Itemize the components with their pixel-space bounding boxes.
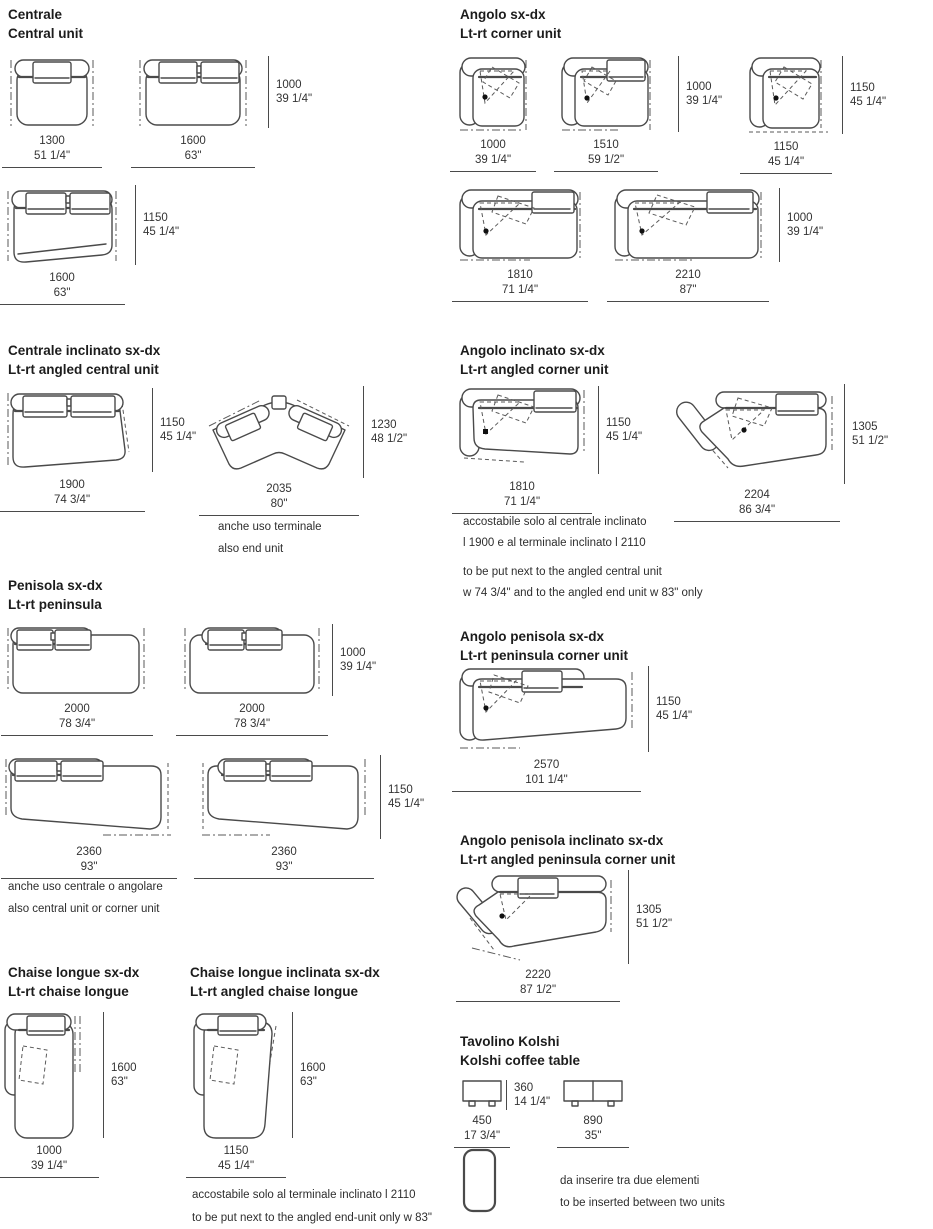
height-dimension-label [787,211,823,240]
dim-inches: 45 1/4" [767,155,805,168]
height-dimension-label [850,81,886,110]
section-title-en: Kolshi coffee table [460,1053,581,1068]
section-title [460,1032,580,1070]
height-dimension [332,624,376,696]
section-title [460,831,675,869]
dimension-line [598,386,599,474]
peninsula-unit-drawing [200,755,368,839]
section-title-it: Angolo sx-dx [460,7,546,22]
peninsula-unit-drawing [5,624,147,696]
unit-drawing-block [137,56,313,162]
dim-inches: 87 1/2" [519,983,557,996]
unit-drawing-block [458,386,643,508]
dim-mm: 2204 [744,489,770,501]
height-dimension [779,188,823,262]
dimension-line [2,167,102,168]
dim-mm: 1000 [36,1145,62,1157]
dim-inches: 39 1/4" [787,226,824,238]
height-dimension-label [300,1061,326,1090]
unit-drawing-block [5,388,197,506]
dimension-line [678,56,679,132]
dimension-line [194,878,374,879]
section-title [190,963,380,1001]
dim-inches: 51 1/2" [852,435,889,447]
angled-chaise-longue-drawing [192,1012,280,1140]
dimension-line [844,384,845,484]
height-dimension-label [514,1081,550,1110]
usage-note [8,876,163,920]
unit-drawing-block [680,384,889,516]
dim-mm: 360 [514,1081,534,1094]
coffee-table-top-drawing [462,1148,498,1214]
dim-inches: 14 1/4" [514,1096,551,1108]
dimension-line [557,1147,629,1148]
section-title-en: Lt-rt chaise longue [8,984,129,999]
dim-mm: 1150 [160,416,185,429]
dim-mm: 1600 [180,135,206,147]
dim-mm: 1150 [850,81,875,94]
dim-inches: 59 1/2" [587,153,625,166]
section-title-en: Lt-rt angled corner unit [460,362,609,377]
unit-drawing-block [748,56,887,168]
dimension-line [332,624,333,696]
dim-inches: 17 3/4" [463,1129,501,1142]
dimension-line [131,167,255,168]
width-dimension [554,138,658,172]
dim-inches: 45 1/4" [656,710,693,722]
section-title [8,576,103,614]
width-dimension [452,758,641,792]
dim-inches: 39 1/4" [686,95,723,107]
dim-inches: 45 1/4" [160,431,197,443]
dim-mm: 1305 [636,903,662,916]
width-dimension [0,478,145,512]
dim-mm: 1150 [656,695,681,708]
dim-mm: 1900 [59,479,85,491]
section-title-en: Lt-rt peninsula corner unit [460,648,629,663]
unit-drawing-block [458,56,528,166]
dim-mm: 1150 [143,211,168,224]
width-dimension [450,138,536,172]
section-title [8,963,139,1001]
unit-drawing-block [462,870,673,996]
dimension-line [779,188,780,262]
angled-corner-unit-drawing [680,384,834,484]
section-title-it: Tavolino Kolshi [460,1034,560,1049]
note-spacer [463,554,703,562]
height-dimension [648,666,692,752]
height-dimension [292,1012,326,1138]
peninsula-unit-drawing [182,624,322,696]
corner-unit-drawing [458,56,528,132]
dimension-line [0,304,125,305]
angled-corner-unit-drawing [458,386,586,474]
dim-inches: 78 3/4" [233,717,271,730]
dim-inches: 45 1/4" [143,226,180,238]
central-unit-drawing [5,185,119,265]
dimension-line [135,185,136,265]
width-dimension [740,140,832,174]
dimension-line [268,56,269,128]
usage-note-en: to be inserted between two units [560,1197,725,1209]
corner-unit-drawing [458,188,582,262]
dimension-line [0,1177,99,1178]
dim-mm: 1000 [340,646,366,659]
dimension-line [380,755,381,839]
dim-mm: 1510 [593,139,619,151]
unit-drawing-block [5,624,147,730]
width-dimension [131,134,255,168]
dim-mm: 2570 [533,759,560,771]
dim-mm: 890 [583,1115,603,1127]
height-dimension-label [160,416,196,445]
height-dimension-label [276,78,312,107]
usage-note [192,1184,432,1229]
dim-inches: 63" [53,286,71,299]
section-title-en: Lt-rt angled peninsula corner unit [460,852,676,867]
section-title [460,627,628,665]
section-title-en: Lt-rt corner unit [460,26,562,41]
unit-drawing-block [563,1080,623,1142]
dimension-line [554,171,658,172]
dimension-line [363,386,364,478]
usage-note [218,516,322,560]
usage-note-it: anche uso centrale o angolare [8,881,163,893]
dim-mm: 2210 [675,269,701,281]
unit-drawing-block [200,755,425,873]
dim-inches: 45 1/4" [850,96,887,108]
coffee-table-front-drawing [563,1080,623,1110]
height-dimension-label [371,418,407,447]
dimension-line [506,1080,507,1110]
dim-inches: 35" [584,1129,602,1142]
usage-note-it: da inserire tra due elementi [560,1175,700,1187]
height-dimension [135,185,179,265]
section-title-it: Chaise longue inclinata sx-dx [190,965,380,980]
dimension-line [450,171,536,172]
height-dimension-label [340,646,376,675]
v-shaped-unit-drawing [205,386,353,478]
unit-drawing-block [613,188,824,296]
dim-inches: 51 1/4" [33,149,71,162]
height-dimension-label [388,783,424,812]
usage-note-it: accostabile solo al terminale inclinato l 2110 [192,1189,416,1201]
dim-inches: 39 1/4" [30,1159,68,1172]
usage-note [463,512,703,604]
dim-inches: 74 3/4" [53,493,91,506]
height-dimension [268,56,312,128]
width-dimension [454,1114,510,1148]
chaise-longue-drawing [3,1012,83,1140]
section-title-it: Chaise longue sx-dx [8,965,140,980]
dim-mm: 1305 [852,420,878,433]
dimension-line [452,791,641,792]
dim-mm: 2220 [525,969,551,981]
height-dimension-label [143,211,179,240]
dimension-line [186,1177,286,1178]
dim-mm: 1000 [686,80,712,93]
usage-note-en: w 74 3/4" and to the angled end unit w 83" only [463,587,703,599]
angled-peninsula-corner-unit-drawing [462,870,614,964]
width-dimension [452,480,592,514]
angled-central-unit-drawing [5,388,139,472]
height-dimension [678,56,722,132]
dim-inches: 93" [275,860,293,873]
section-title-en: Central unit [8,26,84,41]
dim-mm: 1230 [371,418,397,431]
section-title-it: Centrale inclinato sx-dx [8,343,161,358]
dim-inches: 63" [184,149,202,162]
usage-note-it: accostabile solo al centrale inclinato [463,516,647,528]
section-title-en: Lt-rt peninsula [8,597,102,612]
dimension-line [176,735,328,736]
usage-note-en: also central unit or corner unit [8,903,160,915]
dim-inches: 78 3/4" [58,717,96,730]
dim-mm: 1000 [276,78,302,91]
height-dimension-label [686,80,722,109]
usage-note-en: to be put next to the angled end-unit only w 83" [192,1212,433,1224]
dim-mm: 1150 [223,1145,249,1157]
unit-drawing-block [5,185,180,299]
section-title [8,5,83,43]
height-dimension [844,384,888,484]
usage-note-it: l 1900 e al terminale inclinato l 2110 [463,537,646,549]
height-dimension [152,388,196,472]
width-dimension [1,845,177,879]
dimension-line [0,511,145,512]
section-title-it: Angolo penisola inclinato sx-dx [460,833,664,848]
dim-inches: 63" [300,1076,317,1088]
dim-mm: 1150 [773,141,799,153]
dim-inches: 63" [111,1076,128,1088]
unit-drawing-block [3,755,171,873]
width-dimension [452,268,588,302]
dim-mm: 1600 [111,1061,137,1074]
dimension-line [292,1012,293,1138]
dim-inches: 45 1/4" [606,431,643,443]
height-dimension-label [636,903,672,932]
dim-mm: 1150 [606,416,631,429]
dim-mm: 2360 [76,846,102,858]
width-dimension [176,702,328,736]
unit-drawing-block [3,1012,137,1172]
section-title [460,5,561,43]
unit-drawing-block [560,56,723,166]
unit-drawing-block [192,1012,326,1172]
width-dimension [0,271,125,305]
height-dimension [628,870,672,964]
central-unit-drawing [8,56,96,128]
unit-drawing-block [182,624,377,730]
height-dimension [598,386,642,474]
section-title [8,341,160,379]
dimension-line [456,1001,620,1002]
dim-inches: 87" [679,283,697,296]
dimension-line [628,870,629,964]
dim-inches: 93" [80,860,98,873]
peninsula-corner-unit-drawing [458,666,635,752]
section-title-it: Penisola sx-dx [8,578,103,593]
unit-drawing-block [458,666,693,786]
width-dimension [199,482,359,516]
width-dimension [194,845,374,879]
dimension-line [842,56,843,134]
unit-drawing-block [8,56,96,162]
section-title-en: Lt-rt angled central unit [8,362,159,377]
width-dimension [456,968,620,1002]
height-dimension [363,386,407,478]
dim-inches: 71 1/4" [503,495,541,508]
section-title-en: Lt-rt angled chaise longue [190,984,359,999]
peninsula-unit-drawing [3,755,171,839]
dim-mm: 1000 [787,211,813,224]
dim-inches: 86 3/4" [738,503,776,516]
dim-inches: 39 1/4" [276,93,313,105]
dim-inches: 39 1/4" [474,153,512,166]
dim-inches: 48 1/2" [371,433,408,445]
height-dimension [103,1012,137,1138]
dim-mm: 2360 [271,846,297,858]
dim-mm: 450 [472,1115,492,1127]
corner-unit-drawing [613,188,763,262]
section-title-it: Angolo penisola sx-dx [460,629,605,644]
dimension-line [152,388,153,472]
width-dimension [557,1114,629,1148]
height-dimension-label [656,695,692,724]
dim-mm: 1300 [39,135,65,147]
height-dimension-label [111,1061,137,1090]
dim-mm: 2000 [64,703,90,715]
unit-drawing-block [462,1148,498,1214]
dim-inches: 45 1/4" [217,1159,255,1172]
width-dimension [0,1144,99,1178]
corner-unit-drawing [560,56,652,132]
coffee-table-front-drawing [462,1080,502,1110]
width-dimension [186,1144,286,1178]
height-dimension [506,1080,550,1110]
usage-note-it: anche uso terminale [218,521,322,533]
corner-unit-drawing [748,56,824,134]
usage-note-en: also end unit [218,543,284,555]
dimension-line [103,1012,104,1138]
dim-mm: 1600 [49,272,75,284]
dim-inches: 71 1/4" [501,283,539,296]
usage-note [560,1170,725,1214]
section-title-it: Centrale [8,7,63,22]
dim-mm: 2035 [266,483,292,495]
central-unit-drawing [137,56,249,128]
section-title [460,341,609,379]
width-dimension [2,134,102,168]
dimension-line [740,173,832,174]
dim-mm: 1810 [509,481,535,493]
dimension-line [607,301,769,302]
dim-inches: 80" [270,497,288,510]
dimension-line [648,666,649,752]
dimension-line [452,301,588,302]
dim-inches: 39 1/4" [340,661,377,673]
usage-note-en: to be put next to the angled central unit [463,566,662,578]
dim-mm: 1150 [388,783,413,796]
dim-mm: 2000 [239,703,265,715]
unit-drawing-block [462,1080,551,1142]
dim-mm: 1000 [480,139,506,151]
height-dimension [842,56,886,134]
height-dimension-label [852,420,888,449]
dim-inches: 101 1/4" [525,773,568,786]
dimension-line [1,735,153,736]
width-dimension [1,702,153,736]
height-dimension-label [606,416,642,445]
section-title-it: Angolo inclinato sx-dx [460,343,605,358]
unit-drawing-block [458,188,582,296]
unit-drawing-block [205,386,408,510]
dim-mm: 1600 [300,1061,326,1074]
dim-inches: 51 1/2" [636,918,673,930]
width-dimension [607,268,769,302]
dim-mm: 1810 [507,269,533,281]
dim-inches: 45 1/4" [388,798,425,810]
height-dimension [380,755,424,839]
